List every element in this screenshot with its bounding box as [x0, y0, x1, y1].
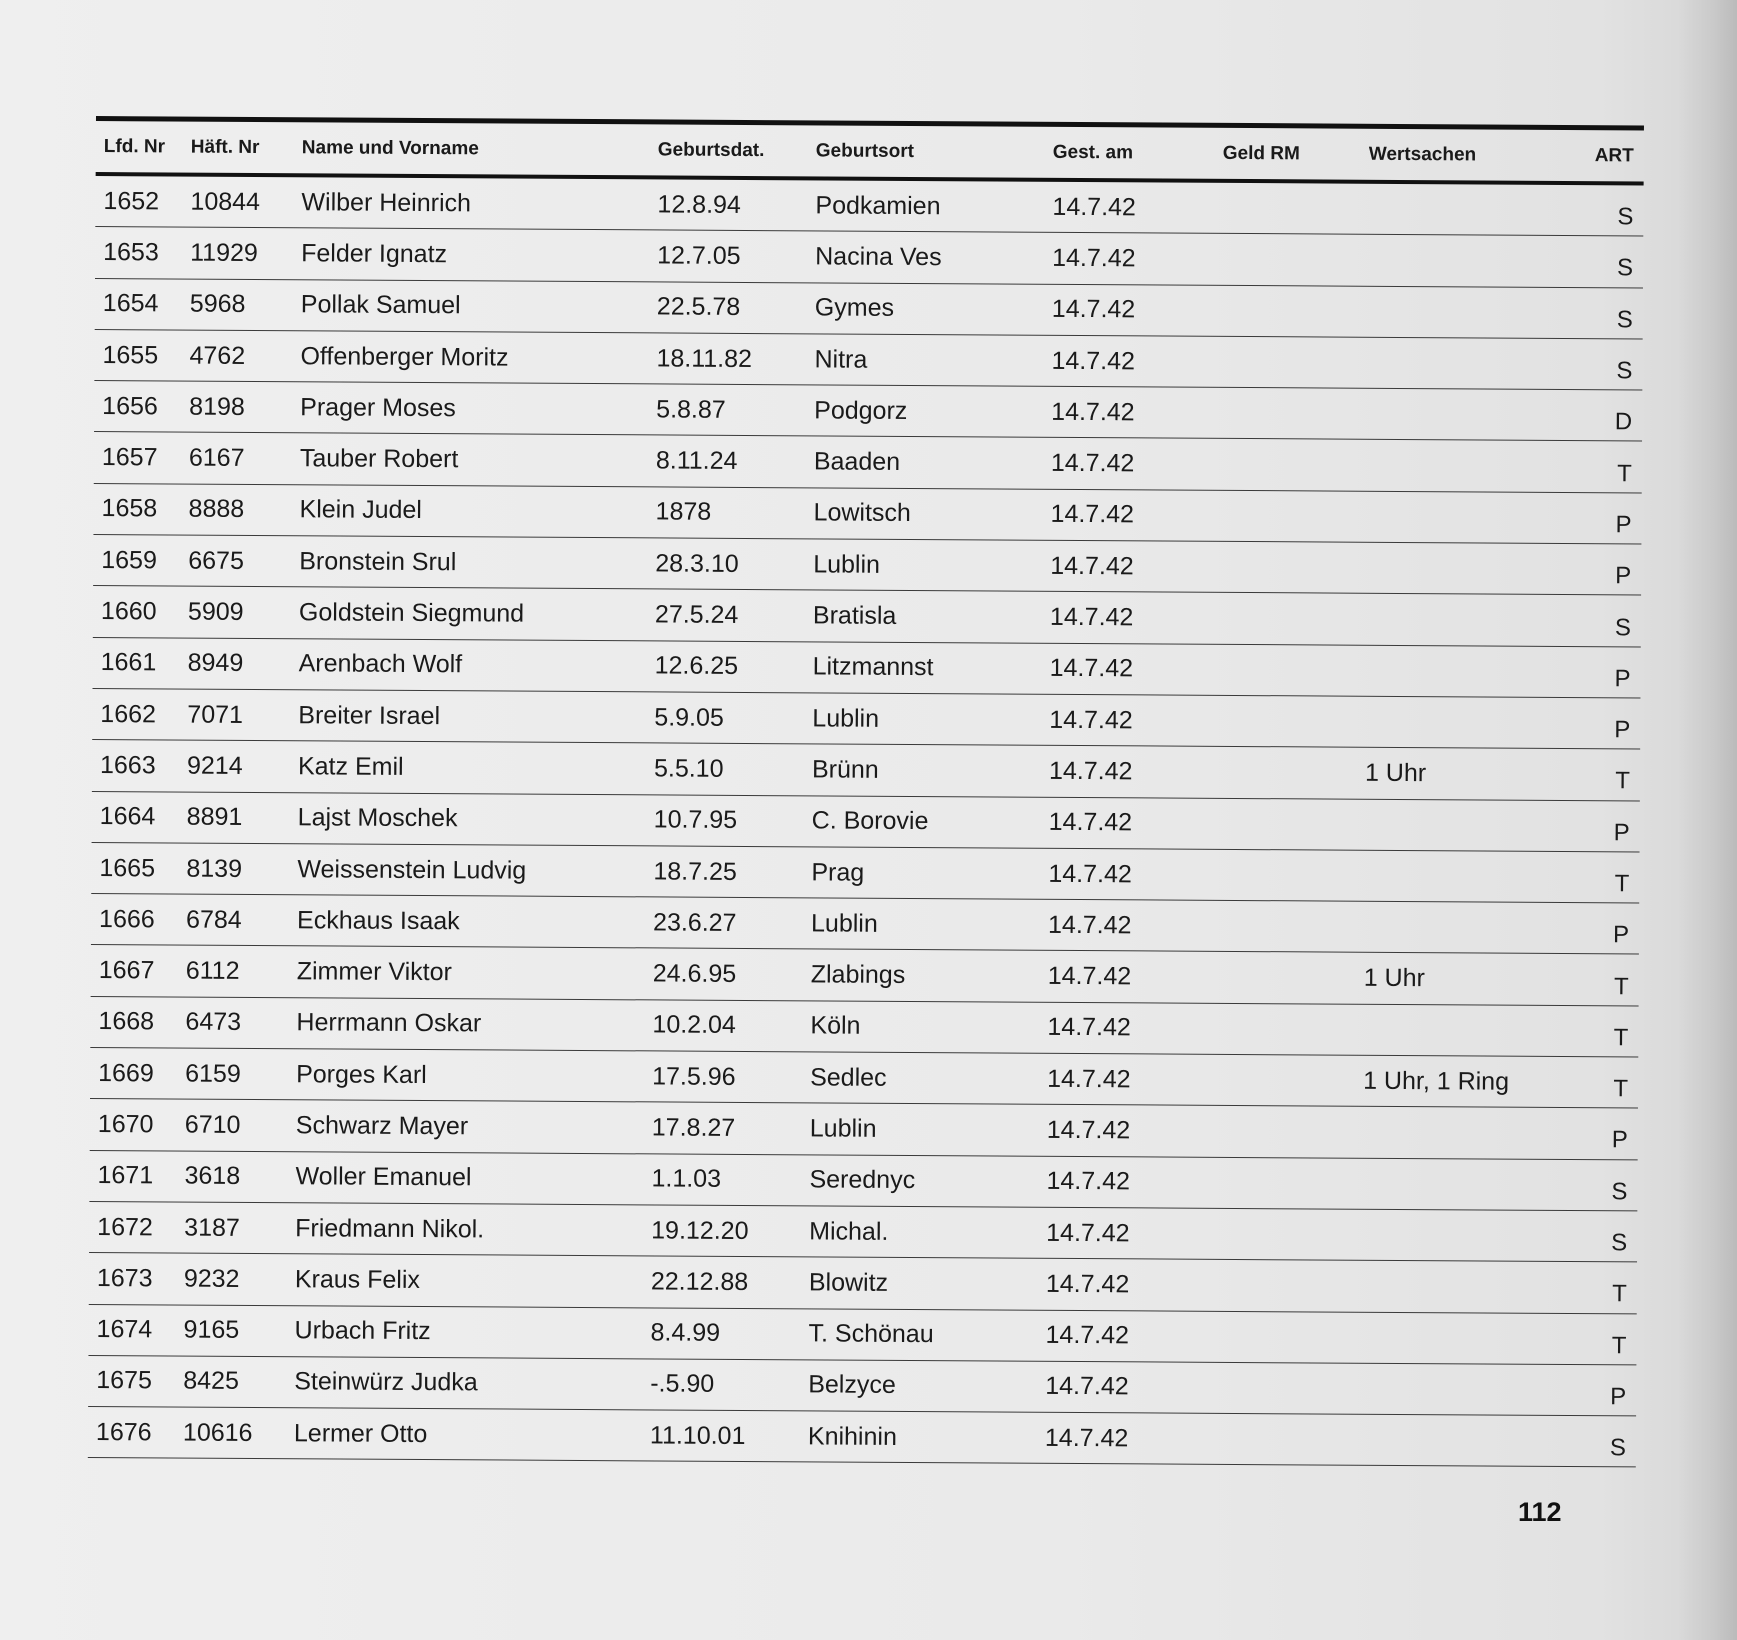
- cell-geld-rm: [1210, 362, 1368, 363]
- header-geld-rm: Geld RM: [1222, 142, 1300, 164]
- cell-gest-am: 14.7.42: [1047, 910, 1132, 940]
- cell-name: Felder Ignatz: [301, 239, 448, 269]
- cell-wertsachen: [1364, 927, 1561, 928]
- cell-geburtsort: Blowitz: [808, 1268, 889, 1297]
- table-row: [90, 997, 1638, 1058]
- cell-wertsachen: [1366, 671, 1563, 672]
- cell-gest-am: 14.7.42: [1052, 192, 1136, 221]
- cell-geburtsort: Serednyc: [809, 1165, 916, 1195]
- cell-geld-rm: [1203, 1439, 1361, 1440]
- cell-gest-am: 14.7.42: [1048, 756, 1133, 786]
- cell-wertsachen: [1362, 1286, 1559, 1287]
- cell-art: T: [1615, 767, 1631, 795]
- cell-geburtsort: Prag: [811, 857, 865, 887]
- cell-name: Wilber Heinrich: [301, 187, 472, 217]
- table-row: [93, 535, 1641, 596]
- cell-geld-rm: [1205, 1131, 1363, 1132]
- table-row: [90, 1099, 1638, 1160]
- cell-lfd-nr: 1659: [101, 545, 157, 575]
- cell-geburtsort: Zlabings: [810, 960, 906, 990]
- cell-haeft-nr: 9232: [183, 1264, 240, 1293]
- cell-name: Schwarz Mayer: [295, 1111, 469, 1141]
- cell-art: T: [1613, 1024, 1629, 1052]
- table-row: [94, 330, 1642, 391]
- cell-geburtsdat: 18.11.82: [656, 343, 753, 373]
- cell-art: P: [1612, 921, 1630, 949]
- cell-wertsachen: [1362, 1337, 1559, 1338]
- table-row: [95, 176, 1643, 237]
- cell-name: Offenberger Moritz: [300, 341, 509, 372]
- cell-name: Lermer Otto: [293, 1418, 428, 1448]
- cell-wertsachen: [1363, 1030, 1560, 1031]
- cell-wertsachen: [1365, 824, 1562, 825]
- cell-gest-am: 14.7.42: [1046, 1167, 1131, 1196]
- cell-geburtsort: C. Borovie: [811, 806, 929, 836]
- cell-geburtsdat: 8.4.99: [650, 1318, 721, 1348]
- cell-gest-am: 14.7.42: [1045, 1269, 1130, 1299]
- header-haeft-nr: Häft. Nr: [190, 136, 260, 158]
- cell-haeft-nr: 9165: [183, 1315, 240, 1345]
- cell-haeft-nr: 6784: [186, 905, 242, 934]
- cell-lfd-nr: 1669: [98, 1058, 154, 1088]
- cell-geld-rm: [1209, 516, 1367, 517]
- cell-geld-rm: [1204, 1336, 1362, 1337]
- cell-gest-am: 14.7.42: [1047, 961, 1132, 991]
- header-geburtsdat: Geburtsdat.: [657, 138, 765, 161]
- cell-geld-rm: [1203, 1388, 1361, 1389]
- cell-lfd-nr: 1658: [101, 494, 158, 523]
- cell-name: Kraus Felix: [294, 1265, 421, 1294]
- cell-wertsachen: 1 Uhr, 1 Ring: [1363, 1066, 1510, 1096]
- cell-geburtsort: Podgorz: [814, 396, 908, 425]
- cell-haeft-nr: 8888: [188, 494, 245, 524]
- cell-art: P: [1614, 665, 1631, 693]
- cell-wertsachen: [1363, 1132, 1560, 1133]
- cell-geburtsdat: 18.7.25: [653, 856, 737, 886]
- cell-lfd-nr: 1657: [101, 443, 158, 472]
- cell-geburtsort: Lublin: [812, 703, 880, 733]
- cell-geburtsort: Köln: [810, 1011, 861, 1041]
- cell-geburtsort: Belzyce: [808, 1370, 896, 1400]
- header-gest-am: Gest. am: [1052, 141, 1134, 163]
- cell-haeft-nr: 3618: [184, 1161, 241, 1191]
- cell-lfd-nr: 1665: [99, 853, 156, 882]
- cell-art: P: [1613, 818, 1630, 847]
- cell-wertsachen: [1367, 517, 1564, 518]
- table-row: [95, 227, 1643, 288]
- cell-art: S: [1611, 1178, 1628, 1206]
- cell-geburtsort: Gymes: [814, 293, 895, 323]
- cell-geburtsort: Brünn: [811, 755, 879, 784]
- cell-geburtsort: Lowitsch: [813, 498, 911, 528]
- cell-haeft-nr: 10616: [182, 1418, 253, 1447]
- cell-art: S: [1616, 357, 1633, 385]
- table-row: [92, 689, 1640, 750]
- table-row: [91, 894, 1639, 955]
- cell-gest-am: 14.7.42: [1046, 1115, 1131, 1145]
- cell-geld-rm: [1207, 824, 1365, 825]
- cell-name: Prager Moses: [300, 393, 456, 423]
- cell-lfd-nr: 1662: [100, 699, 157, 728]
- cell-haeft-nr: 6710: [184, 1110, 241, 1139]
- cell-geburtsdat: 5.9.05: [654, 703, 724, 732]
- table-row: [92, 740, 1640, 801]
- cell-haeft-nr: 6473: [185, 1007, 242, 1037]
- cell-name: Eckhaus Isaak: [297, 906, 460, 936]
- cell-geburtsdat: 5.5.10: [653, 754, 724, 783]
- cell-geld-rm: [1206, 926, 1364, 927]
- cell-lfd-nr: 1653: [103, 237, 159, 267]
- cell-art: T: [1611, 1331, 1627, 1360]
- header-geburtsort: Geburtsort: [815, 139, 915, 162]
- cell-wertsachen: [1361, 1440, 1558, 1441]
- cell-geburtsdat: 11.10.01: [649, 1421, 746, 1450]
- cell-haeft-nr: 8949: [187, 648, 244, 678]
- cell-name: Breiter Israel: [298, 700, 441, 730]
- cell-geburtsdat: 1878: [655, 497, 712, 527]
- cell-art: T: [1613, 972, 1629, 1000]
- cell-lfd-nr: 1664: [99, 802, 156, 831]
- cell-lfd-nr: 1660: [100, 597, 157, 626]
- cell-haeft-nr: 6167: [188, 443, 245, 473]
- cell-gest-am: 14.7.42: [1045, 1320, 1130, 1350]
- cell-art: S: [1616, 306, 1633, 334]
- cell-name: Goldstein Siegmund: [298, 598, 525, 628]
- cell-name: Klein Judel: [299, 495, 422, 525]
- cell-geld-rm: [1205, 1029, 1363, 1030]
- cell-lfd-nr: 1655: [102, 340, 159, 369]
- cell-art: T: [1614, 870, 1630, 898]
- cell-geld-rm: [1208, 567, 1366, 568]
- cell-lfd-nr: 1674: [96, 1315, 153, 1344]
- cell-geburtsdat: 23.6.27: [653, 908, 737, 937]
- cell-gest-am: 14.7.42: [1052, 243, 1136, 273]
- cell-haeft-nr: 5968: [189, 289, 246, 319]
- cell-geburtsdat: 19.12.20: [651, 1215, 749, 1245]
- header-name: Name und Vorname: [301, 136, 479, 159]
- cell-lfd-nr: 1663: [99, 750, 156, 780]
- cell-lfd-nr: 1654: [102, 289, 159, 318]
- cell-wertsachen: [1366, 619, 1563, 620]
- table-row: [93, 586, 1641, 647]
- table-row: [91, 945, 1639, 1006]
- cell-wertsachen: [1368, 260, 1565, 261]
- cell-name: Herrmann Oskar: [296, 1008, 482, 1038]
- cell-geld-rm: [1205, 1080, 1363, 1081]
- cell-name: Pollak Samuel: [300, 290, 461, 320]
- cell-geburtsort: T. Schönau: [808, 1319, 934, 1349]
- cell-geburtsdat: 24.6.95: [652, 959, 737, 989]
- cell-haeft-nr: 8139: [186, 854, 243, 883]
- death-register-table: [88, 116, 1644, 1468]
- cell-geld-rm: [1210, 208, 1368, 209]
- cell-geburtsdat: -.5.90: [650, 1369, 715, 1399]
- header-lfd-nr: Lfd. Nr: [103, 135, 166, 157]
- cell-wertsachen: [1364, 876, 1561, 877]
- cell-haeft-nr: 6159: [185, 1059, 241, 1088]
- cell-geburtsdat: 22.12.88: [650, 1267, 749, 1296]
- cell-geburtsort: Lublin: [813, 550, 881, 579]
- cell-art: T: [1612, 1280, 1627, 1308]
- cell-wertsachen: [1365, 722, 1562, 723]
- cell-geburtsort: Sedlec: [810, 1063, 887, 1092]
- cell-geburtsdat: 10.2.04: [652, 1010, 736, 1040]
- cell-wertsachen: [1367, 414, 1564, 415]
- cell-geburtsort: Bratisla: [812, 601, 897, 630]
- cell-haeft-nr: 6675: [188, 546, 244, 575]
- cell-art: P: [1614, 716, 1631, 744]
- cell-haeft-nr: 3187: [184, 1213, 240, 1242]
- cell-gest-am: 14.7.42: [1045, 1372, 1129, 1401]
- cell-geburtsort: Lublin: [810, 909, 878, 938]
- page-gutter-shadow: [1677, 0, 1737, 1640]
- cell-gest-am: 14.7.42: [1049, 654, 1134, 683]
- cell-gest-am: 14.7.42: [1050, 551, 1134, 581]
- table-row: [88, 1407, 1636, 1468]
- cell-art: D: [1614, 408, 1633, 436]
- cell-haeft-nr: 11929: [190, 238, 258, 267]
- cell-wertsachen: 1 Uhr: [1364, 758, 1427, 788]
- cell-wertsachen: [1368, 312, 1565, 313]
- cell-gest-am: 14.7.42: [1051, 295, 1136, 324]
- cell-art: S: [1614, 613, 1631, 641]
- cell-geld-rm: [1209, 464, 1367, 465]
- cell-haeft-nr: 10844: [190, 187, 261, 216]
- cell-art: T: [1613, 1075, 1629, 1103]
- cell-geburtsort: Nacina Ves: [815, 242, 942, 272]
- cell-geburtsort: Baaden: [813, 447, 901, 477]
- table-row: [92, 638, 1640, 699]
- cell-haeft-nr: 4762: [189, 341, 246, 370]
- cell-geld-rm: [1210, 259, 1368, 260]
- cell-lfd-nr: 1661: [100, 648, 157, 677]
- cell-name: Bronstein Srul: [299, 546, 457, 576]
- cell-gest-am: 14.7.42: [1046, 1218, 1130, 1247]
- cell-name: Zimmer Viktor: [296, 957, 452, 987]
- cell-gest-am: 14.7.42: [1048, 859, 1132, 888]
- cell-art: S: [1609, 1434, 1626, 1462]
- cell-art: T: [1617, 459, 1632, 488]
- cell-geburtsdat: 5.8.87: [656, 395, 726, 424]
- cell-art: P: [1611, 1126, 1628, 1154]
- cell-gest-am: 14.7.42: [1047, 1013, 1131, 1042]
- cell-gest-am: 14.7.42: [1050, 500, 1135, 529]
- cell-wertsachen: [1362, 1235, 1559, 1236]
- table-row: [89, 1253, 1637, 1314]
- cell-geld-rm: [1208, 670, 1366, 671]
- cell-name: Porges Karl: [296, 1059, 427, 1089]
- cell-geburtsdat: 17.5.96: [652, 1062, 736, 1091]
- cell-lfd-nr: 1672: [97, 1212, 153, 1241]
- cell-haeft-nr: 5909: [187, 597, 244, 626]
- cell-geld-rm: [1204, 1285, 1362, 1286]
- cell-lfd-nr: 1670: [97, 1110, 154, 1139]
- cell-geburtsdat: 8.11.24: [655, 446, 738, 476]
- cell-gest-am: 14.7.42: [1050, 448, 1135, 478]
- page-number: 112: [1518, 1497, 1562, 1527]
- cell-haeft-nr: 7071: [187, 700, 244, 729]
- cell-geld-rm: [1209, 413, 1367, 414]
- cell-lfd-nr: 1652: [103, 186, 160, 216]
- cell-geburtsort: Litzmannst: [812, 652, 934, 682]
- cell-lfd-nr: 1675: [96, 1366, 152, 1395]
- cell-lfd-nr: 1676: [95, 1417, 152, 1447]
- header-wertsachen: Wertsachen: [1368, 143, 1477, 165]
- cell-lfd-nr: 1668: [98, 1007, 155, 1036]
- cell-geburtsdat: 27.5.24: [654, 600, 739, 629]
- cell-name: Arenbach Wolf: [298, 649, 463, 679]
- cell-gest-am: 14.7.42: [1049, 705, 1133, 734]
- cell-name: Urbach Fritz: [294, 1316, 431, 1346]
- cell-geburtsdat: 28.3.10: [655, 549, 739, 578]
- table-row: [92, 792, 1640, 853]
- cell-geld-rm: [1206, 875, 1364, 876]
- table-row: [90, 1048, 1638, 1109]
- cell-name: Tauber Robert: [299, 444, 459, 474]
- cell-geburtsort: Michal.: [809, 1216, 889, 1246]
- cell-lfd-nr: 1667: [98, 956, 155, 985]
- cell-gest-am: 14.7.42: [1051, 346, 1136, 375]
- table-row: [88, 1305, 1636, 1366]
- cell-gest-am: 14.7.42: [1048, 808, 1133, 837]
- cell-geburtsdat: 12.8.94: [657, 190, 741, 219]
- table-row: [94, 432, 1642, 493]
- table-row: [89, 1202, 1637, 1263]
- cell-gest-am: 14.7.42: [1049, 602, 1134, 632]
- cell-geburtsort: Podkamien: [815, 191, 941, 220]
- cell-geld-rm: [1205, 1183, 1363, 1184]
- cell-geburtsort: Nitra: [814, 344, 868, 374]
- cell-gest-am: 14.7.42: [1047, 1064, 1131, 1094]
- cell-geld-rm: [1204, 1234, 1362, 1235]
- table-row: [94, 381, 1642, 442]
- cell-lfd-nr: 1656: [102, 391, 158, 421]
- cell-geburtsdat: 12.6.25: [654, 651, 739, 681]
- table-row: [93, 484, 1641, 545]
- cell-haeft-nr: 6112: [185, 956, 240, 985]
- cell-art: S: [1611, 1229, 1628, 1257]
- cell-gest-am: 14.7.42: [1044, 1423, 1129, 1453]
- cell-geld-rm: [1206, 977, 1364, 978]
- cell-name: Friedmann Nikol.: [295, 1213, 485, 1243]
- cell-name: Katz Emil: [297, 752, 404, 781]
- table-body: [88, 176, 1644, 1468]
- cell-geld-rm: [1210, 311, 1368, 312]
- cell-geld-rm: [1207, 721, 1365, 722]
- table-header-row: [96, 121, 1644, 185]
- cell-geburtsort: Knihinin: [807, 1422, 897, 1451]
- cell-lfd-nr: 1666: [99, 904, 155, 934]
- cell-art: S: [1617, 203, 1634, 231]
- cell-geld-rm: [1207, 772, 1365, 773]
- cell-name: Woller Emanuel: [295, 1162, 472, 1192]
- cell-haeft-nr: 8425: [183, 1367, 239, 1396]
- table-row: [95, 279, 1643, 340]
- cell-geburtsdat: 10.7.95: [653, 805, 738, 835]
- cell-name: Weissenstein Ludvig: [297, 854, 527, 885]
- cell-wertsachen: [1368, 209, 1565, 210]
- cell-geburtsort: Lublin: [809, 1114, 877, 1143]
- cell-wertsachen: [1363, 1184, 1560, 1185]
- cell-geburtsdat: 1.1.03: [651, 1164, 722, 1194]
- table-row: [91, 843, 1639, 904]
- cell-haeft-nr: 8891: [186, 802, 243, 832]
- cell-wertsachen: [1368, 363, 1565, 364]
- cell-gest-am: 14.7.42: [1051, 397, 1135, 427]
- cell-art: S: [1617, 254, 1634, 282]
- cell-haeft-nr: 8198: [189, 392, 245, 421]
- cell-wertsachen: 1 Uhr: [1363, 963, 1425, 993]
- cell-art: P: [1615, 511, 1632, 539]
- cell-geld-rm: [1208, 618, 1366, 619]
- cell-wertsachen: [1366, 568, 1563, 569]
- cell-geburtsdat: 17.8.27: [651, 1113, 736, 1142]
- cell-haeft-nr: 9214: [186, 751, 243, 780]
- cell-art: P: [1615, 562, 1632, 590]
- cell-lfd-nr: 1671: [97, 1161, 154, 1190]
- cell-name: Lajst Moschek: [297, 803, 458, 833]
- table-row: [89, 1151, 1637, 1212]
- cell-wertsachen: [1367, 465, 1564, 466]
- header-art: ART: [1594, 144, 1634, 166]
- cell-name: Steinwürz Judka: [294, 1367, 478, 1397]
- cell-geburtsdat: 22.5.78: [656, 292, 741, 322]
- cell-lfd-nr: 1673: [96, 1263, 153, 1293]
- cell-wertsachen: [1361, 1389, 1558, 1390]
- table-row: [88, 1356, 1636, 1417]
- cell-art: P: [1610, 1383, 1627, 1411]
- cell-geburtsdat: 12.7.05: [657, 241, 741, 270]
